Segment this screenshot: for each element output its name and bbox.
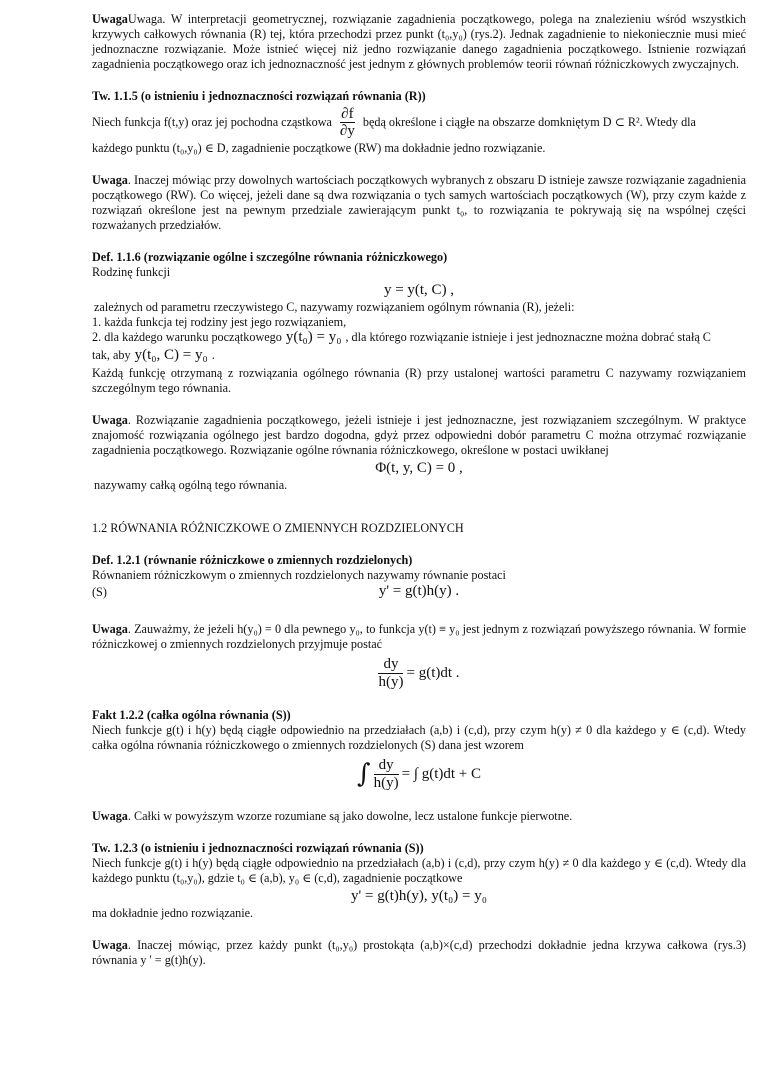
theorem-1-2-3-conclusion: ma dokładnie jedno rozwiązanie. — [92, 906, 254, 920]
implicit-solution-formula: Φ(t, y, C) = 0 , — [375, 460, 463, 476]
partial-derivative-fraction: $\frac{\partial f}{\partial y}$ — [339, 106, 355, 139]
theorem-1-2-3-title: Tw. 1.2.3 (o istnieniu i jednoznaczności rozwiązań równania (S)) — [92, 841, 424, 855]
remark-geometric — [92, 12, 746, 72]
definition-1-2-1-title: Def. 1.2.1 (równanie różniczkowe o zmiennych rozdzielonych) — [92, 553, 413, 567]
remark-general-integral: Uwaga. Rozwiązanie zagadnienia początkowego, jeżeli istnieje i jest jednoznaczne, jest rozwiązaniem szczególnym. W praktyce znajomość rozwiązania ogólnego jest bardzo dogodna, gdyż przez odpowiedni dobór parametru C można otrzymać rozwiązanie zagadnienia początkowego. Rozwiązanie ogólne równania różniczkowego, określone w postaci uwikłanej — [92, 413, 746, 457]
definition-1-1-6-item-1: 1. każda funkcja tej rodziny jest jego rozwiązaniem, — [92, 315, 347, 329]
fact-1-2-2-title: Fakt 1.2.2 (całka ogólna równania (S)) — [92, 708, 291, 722]
definition-1-1-6-item-2: 2. dla każdego warunku początkowego y(t₀) = y₀ , dla którego rozwiązanie istnieje i jest jednoznaczne można dobrać stałą C — [92, 329, 711, 345]
definition-1-2-1-text: Równaniem różniczkowym o zmiennych rozdzielonych nazywamy równanie postaci — [92, 568, 506, 582]
differential-form-formula: $\frac{dy}{h(y)}$ = g(t)dt . — [378, 656, 460, 690]
theorem-1-1-5-line: Niech funkcja f(t,y) oraz jej pochodna cząstkowa $\frac{\partial f}{\partial y}$ będą określone i ciągłe na obszarze domkniętym D ⊂ R². Wtedy dla — [92, 106, 696, 139]
remark-label: Uwaga — [92, 12, 128, 26]
general-integral-text: nazywamy całką ogólną tego równania. — [94, 478, 288, 492]
equation-label: (S) — [92, 585, 107, 599]
dy-over-h-fraction: $\frac{dy}{h(y)}$ — [378, 656, 404, 690]
fact-1-2-2-text: Niech funkcje g(t) i h(y) będą ciągłe odpowiednio na przedziałach (a,b) i (c,d), przy czym h(y) ≠ 0 dla każdego y ∈ (c,d). Wtedy całka ogólna równania różniczkowego o zmiennych rozdzielonych (S) dana jest wzorem — [92, 723, 746, 752]
theorem-1-1-5-title: Tw. 1.1.5 (o istnieniu i jednoznaczności rozwiązań równania (R)) — [92, 89, 426, 103]
initial-condition-formula: y(t₀) = y₀ — [285, 329, 342, 345]
particular-solution-text: Każdą funkcję otrzymaną z rozwiązania ogólnego równania (R) przy ustalonej wartości parametru C nazywamy rozwiązaniem szczególnym tego równania. — [92, 366, 746, 395]
theorem-1-1-5-conclusion: każdego punktu (t₀,y₀) ∈ D, zagadnienie początkowe (RW) ma dokładnie jedno rozwiązanie. — [92, 141, 546, 155]
section-heading-1-2: 1.2 RÓWNANIA RÓŻNICZKOWE O ZMIENNYCH ROZDZIELONYCH — [92, 521, 464, 535]
integrand-fraction: $\frac{dy}{h(y)}$ — [373, 757, 399, 791]
parameter-condition-formula: y(t₀, C) = y₀ — [134, 347, 208, 363]
theorem-1-2-3-text: Niech funkcje g(t) i h(y) będą ciągłe odpowiednio na przedziałach (a,b) i (c,d), przy czym h(y) ≠ 0 dla każdego y ∈ (c,d). Wtedy dla każdego punktu (t₀,y₀), gdzie t₀ ∈ (a,b), y₀ ∈ (c,d), zagadnienie początkowe — [92, 856, 746, 885]
remark-antiderivatives: Uwaga. Całki w powyższym wzorze rozumiane są jako dowolne, lecz ustalone funkcje pierwotne. — [92, 809, 573, 823]
general-solution-formula: y = y(t, C) , — [383, 282, 455, 298]
remark-stationary-solution: Uwaga. Zauważmy, że jeżeli h(y₀) = 0 dla pewnego y₀, to funkcja y(t) ≡ y₀ jest jednym z rozwiązań powyższego równania. W formie różniczkowej o zmiennych rozdzielonych przyjmuje postać — [92, 622, 746, 651]
general-integral-formula: ∫ $\frac{dy}{h(y)}$ = ∫ g(t)dt + C — [357, 757, 481, 791]
separable-equation — [92, 583, 746, 605]
definition-1-1-6-intro: Rodzinę funkcji — [92, 265, 171, 279]
initial-value-problem-formula: y' = g(t)h(y), y(t₀) = y₀ — [351, 888, 487, 904]
document-page — [92, 12, 746, 968]
definition-1-1-6-text: zależnych od parametru rzeczywistego C, nazywamy rozwiązaniem ogólnym równania (R), jeżeli: — [94, 300, 575, 314]
separable-equation-formula: y' = g(t)h(y) . — [378, 583, 460, 599]
remark-text: Uwaga. W interpretacji geometrycznej, rozwiązanie zagadnienia początkowego, polega na znalezieniu wśród wszystkich krzywych całkowych równania (R) tej, która przechodzi przez punkt (t₀,y₀) (rys.2). Jednak zagadnienie to niekoniecznie musi mieć jednoznaczne rozwiązanie. Może istnieć więcej niż jedno rozwiązanie danego zagadnienia początkowego. Istnienie rozwiązań zagadnienia początkowego oraz ich jednoznaczność jest jednym z głównych problemów teorii równań różniczkowych zwyczajnych. — [92, 12, 746, 71]
remark-uniqueness: Uwaga. Inaczej mówiąc przy dowolnych wartościach początkowych wybranych z obszaru D istnieje zawsze rozwiązanie zagadnienia początkowego (RW). Co więcej, jeżeli dane są dwa rozwiązania o tych samych wartościach początkowych (W), przy czym każde z rozwiązań określone jest na pewnym przedziale zawierającym punkt t₀, to rozwiązania te pokrywają się na wspólnej części rozważanych przedziałów. — [92, 173, 746, 232]
definition-1-1-6-title: Def. 1.1.6 (rozwiązanie ogólne i szczególne równania różniczkowego) — [92, 250, 448, 264]
remark-integral-curves: Uwaga. Inaczej mówiąc, przez każdy punkt (t₀,y₀) prostokąta (a,b)×(c,d) przechodzi dokładnie jedna krzywa całkowa (rys.3) równania y ' = g(t)h(y). — [92, 938, 746, 967]
definition-1-1-6-condition: tak, aby y(t₀, C) = y₀ . — [92, 347, 215, 363]
